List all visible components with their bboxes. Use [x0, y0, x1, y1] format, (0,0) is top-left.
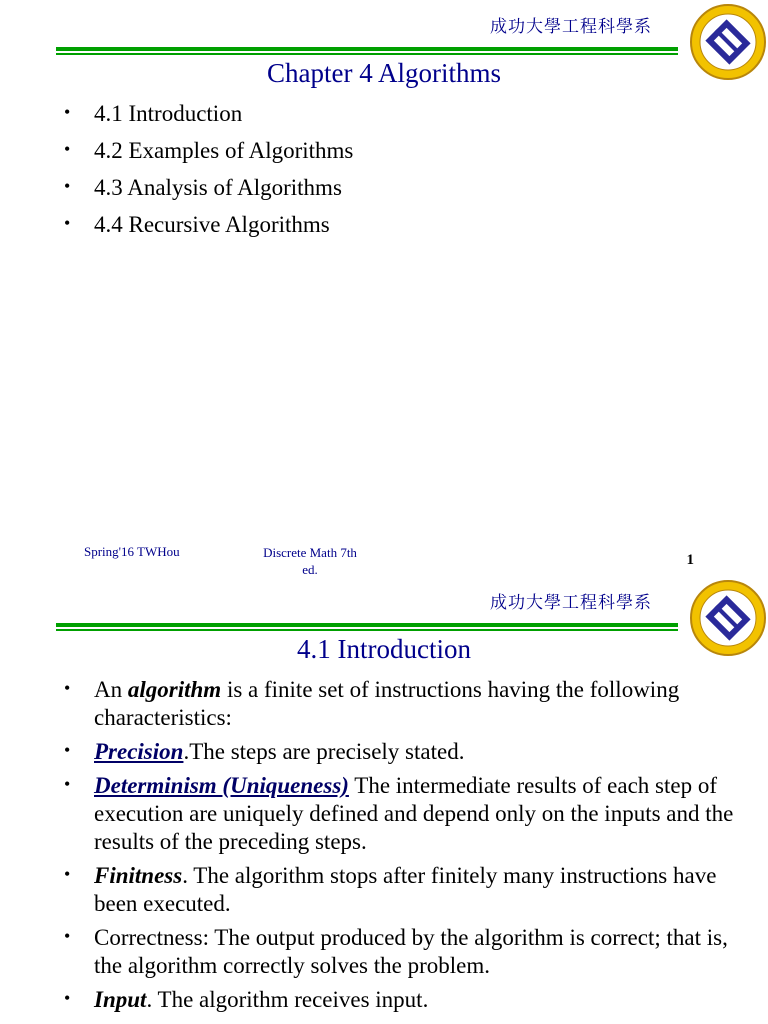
bullet-icon: • [64, 678, 71, 698]
list-item: • Correctness: The output produced by the algorithm is correct; that is, the algorithm correctly solves the problem. [62, 924, 742, 980]
page-number: 1 [686, 552, 694, 568]
department-header: 成功大學工程科學系 [490, 17, 652, 37]
department-header: 成功大學工程科學系 [490, 593, 652, 613]
list-item: • Finitness. The algorithm stops after finitely many instructions have been executed. [62, 862, 742, 918]
characteristics-list [62, 676, 742, 1020]
list-item: • 4.4 Recursive Algorithms [62, 211, 353, 239]
keyword: Determinism (Uniqueness) [94, 773, 349, 798]
footer-left: Spring'16 TWHou [84, 544, 180, 559]
keyword: Precision [94, 739, 184, 764]
bullet-icon: • [64, 176, 71, 196]
footer-center: Discrete Math 7th ed. [263, 545, 357, 576]
list-item: • An algorithm is a finite set of instructions having the following characteristics: [62, 676, 742, 732]
list-item: • 4.3 Analysis of Algorithms [62, 174, 353, 202]
keyword: algorithm [127, 677, 222, 702]
header-rule-thin [56, 629, 678, 631]
list-item: • Precision.The steps are precisely stated. [62, 738, 742, 766]
bullet-icon: • [64, 774, 71, 794]
list-item: • Determinism (Uniqueness) The intermediate results of each step of execution are uniquely defined and depend only on the inputs and the results of the preceding steps. [62, 772, 742, 856]
list-item: • 4.2 Examples of Algorithms [62, 137, 353, 165]
bullet-icon: • [64, 988, 71, 1008]
header-rule [56, 47, 678, 51]
keyword: Input [94, 987, 147, 1012]
header-rule [56, 623, 678, 627]
topic-list [62, 100, 353, 248]
header-rule-thin [56, 53, 678, 55]
list-item: • 4.1 Introduction [62, 100, 353, 128]
slide-title: Chapter 4 Algorithms [267, 58, 501, 88]
keyword: Finitness [94, 863, 183, 888]
bullet-icon: • [64, 926, 71, 946]
bullet-icon: • [64, 740, 71, 760]
bullet-icon: • [64, 139, 71, 159]
slide-title: 4.1 Introduction [297, 634, 471, 664]
bullet-icon: • [64, 864, 71, 884]
bullet-icon: • [64, 102, 71, 122]
bullet-icon: • [64, 213, 71, 233]
list-item: • Input. The algorithm receives input. [62, 986, 742, 1014]
